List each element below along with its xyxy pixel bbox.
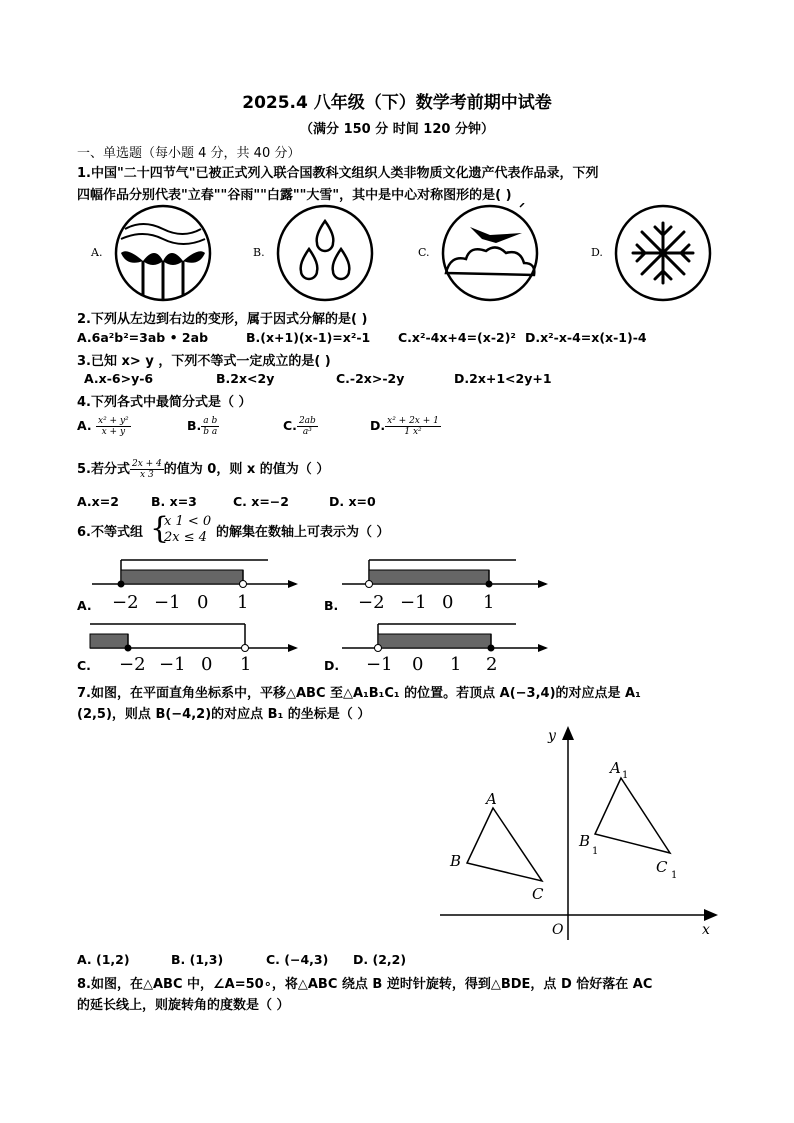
q4-option-b (187, 416, 219, 437)
q4-stem: 4.下列各式中最简分式是（ ） (77, 395, 252, 410)
q6-option-c-label: C. (77, 658, 91, 673)
q4-option-c-fraction (297, 416, 318, 437)
q7-option-c: C. (−4,3) (266, 952, 329, 967)
q7-line2: (2,5)，则点 B(−4,2)的对应点 B₁ 的坐标是（ ） (77, 707, 371, 722)
q1-option-d-label: D. (591, 246, 603, 259)
tick-label: −1 (400, 592, 427, 612)
q3-option-d: D.2x+1<2y+1 (454, 371, 552, 386)
tick-label: 1 (240, 654, 252, 672)
q5-option-b: B. x=3 (151, 494, 197, 509)
point-b1-subscript: 1 (592, 846, 599, 857)
q3-stem: 3.已知 x> y ，下列不等式一定成立的是( ) (77, 354, 331, 369)
q4-option-a-fraction (96, 416, 131, 437)
q5-option-c: C. x=−2 (233, 494, 289, 509)
q6-stem-pre: 6.不等式组 (77, 525, 143, 540)
y-axis-label: y (548, 728, 556, 744)
tick-label: −2 (112, 592, 139, 612)
tick-label: −2 (358, 592, 385, 612)
q4-option-d-fraction (385, 416, 441, 437)
q1-line2: 四幅作品分别代表"立春""谷雨""白露""大雪"，其中是中心对称图形的是( ) (77, 188, 512, 203)
tick-label: 1 (450, 654, 462, 672)
q2-option-d: D.x²-x-4=x(x-1)-4 (525, 330, 647, 345)
q7-line1: 7.如图，在平面直角坐标系中，平移△ABC 至△A₁B₁C₁ 的位置。若顶点 A(−3,4)的对应点是 A₁ (77, 686, 641, 701)
q1-line1: 1.中国"二十四节气"已被正式列入联合国教科文组织人类非物质文化遗产代表作品录，下列 (77, 166, 599, 181)
q6-option-d-label: D. (324, 658, 340, 673)
q5-option-a: A.x=2 (77, 494, 119, 509)
point-a1-subscript: 1 (622, 770, 629, 781)
q7-option-d: D. (2,2) (353, 952, 407, 967)
tick-label: −2 (119, 654, 146, 672)
q4-option-a (77, 416, 131, 437)
number-line-d (338, 616, 553, 672)
heavy-snow-flake-icon (613, 203, 713, 303)
q2-option-a: A.6a²b²=3ab • 2ab (77, 330, 209, 345)
q2-option-c: C.x²-4x+4=(x-2)² (398, 330, 516, 345)
white-dew-bird-icon (440, 203, 540, 303)
number-line-b (338, 556, 553, 612)
tick-label: 1 (237, 592, 249, 612)
q4-option-d (370, 416, 441, 437)
q4-b-denominator: b a (203, 427, 218, 437)
grain-rain-drops-icon (275, 203, 375, 303)
coordinate-figure (436, 720, 726, 945)
q4-a-numerator: x² + y² (98, 416, 129, 426)
q4-d-numerator: x² + 2x + 1 (387, 416, 439, 426)
tick-label: 0 (197, 592, 209, 612)
q6-inequality-2: 2x ≤ 4 (164, 530, 208, 545)
point-a-label: A (486, 790, 497, 808)
x-axis-label: x (702, 922, 710, 938)
exam-title: 2025.4 八年级（下）数学考前期中试卷 (242, 93, 552, 113)
q4-c-denominator: a³ (302, 427, 312, 437)
q5-stem-post: 的值为 0，则 x 的值为（ ） (163, 462, 330, 477)
q6-system (164, 514, 211, 546)
q4-option-d-label: D. (370, 418, 386, 433)
tick-label: −1 (159, 654, 186, 672)
tick-label: 0 (412, 654, 424, 672)
q5-option-d: D. x=0 (329, 494, 376, 509)
origin-label: O (552, 922, 564, 938)
q8-line2: 的延长线上，则旋转角的度数是（ ） (77, 998, 290, 1013)
q4-option-b-fraction (201, 416, 219, 437)
q7-option-b: B. (1,3) (171, 952, 224, 967)
q4-option-b-label: B. (187, 418, 202, 433)
q5-numerator: 2x + 4 (131, 459, 162, 469)
q6-option-a-label: A. (77, 598, 92, 613)
q4-c-numerator: 2ab (298, 416, 316, 426)
q4-option-a-label: A. (77, 418, 92, 433)
point-a1-label: A (610, 759, 621, 777)
q5-fraction (130, 459, 164, 480)
q4-option-c (283, 416, 318, 437)
tick-label: 1 (483, 592, 495, 612)
q1-option-b-label: B. (253, 246, 265, 259)
tick-label: −1 (154, 592, 181, 612)
section-heading: 一、单选题（每小题 4 分，共 40 分） (77, 146, 301, 161)
q3-option-b: B.2x<2y (216, 371, 275, 386)
q4-b-numerator: a b (203, 416, 218, 426)
point-b1-label: B (579, 832, 591, 850)
q6-brace: { (150, 511, 170, 546)
number-line-c (88, 616, 303, 672)
point-c1-label: C (656, 858, 668, 876)
q6-stem-post: 的解集在数轴上可表示为（ ） (216, 525, 390, 540)
tick-label: 2 (486, 654, 498, 672)
number-line-a (88, 556, 303, 612)
tick-label: −1 (366, 654, 393, 672)
q6-option-b-label: B. (324, 598, 339, 613)
q4-a-denominator: x + y (101, 427, 126, 437)
q1-option-a-label: A. (91, 246, 103, 259)
point-b-label: B (450, 852, 462, 870)
q8-line1: 8.如图，在△ABC 中，∠A=50∘，将△ABC 绕点 B 逆时针旋转，得到△BDE，点 D 恰好落在 AC (77, 977, 653, 992)
point-c-label: C (532, 885, 544, 903)
q3-option-c: C.-2x>-2y (336, 371, 405, 386)
q4-option-c-label: C. (283, 418, 297, 433)
q2-option-b: B.(x+1)(x-1)=x²-1 (246, 330, 371, 345)
spring-sprout-icon (113, 203, 213, 303)
tick-label: 0 (442, 592, 454, 612)
q6-inequality-1: x 1 < 0 (164, 514, 212, 529)
q2-stem: 2.下列从左边到右边的变形，属于因式分解的是( ) (77, 312, 368, 327)
q4-d-denominator: 1 x² (404, 427, 422, 437)
q5-stem-pre: 5.若分式 (77, 462, 130, 477)
point-c1-subscript: 1 (671, 870, 678, 881)
q1-option-c-label: C. (418, 246, 430, 259)
q3-option-a: A.x-6>y-6 (84, 371, 154, 386)
exam-subtitle: （满分 150 分 时间 120 分钟） (300, 122, 494, 137)
q7-option-a: A. (1,2) (77, 952, 130, 967)
q5-denominator: x 3 (140, 470, 154, 480)
tick-label: 0 (201, 654, 213, 672)
q5-stem (77, 458, 329, 480)
